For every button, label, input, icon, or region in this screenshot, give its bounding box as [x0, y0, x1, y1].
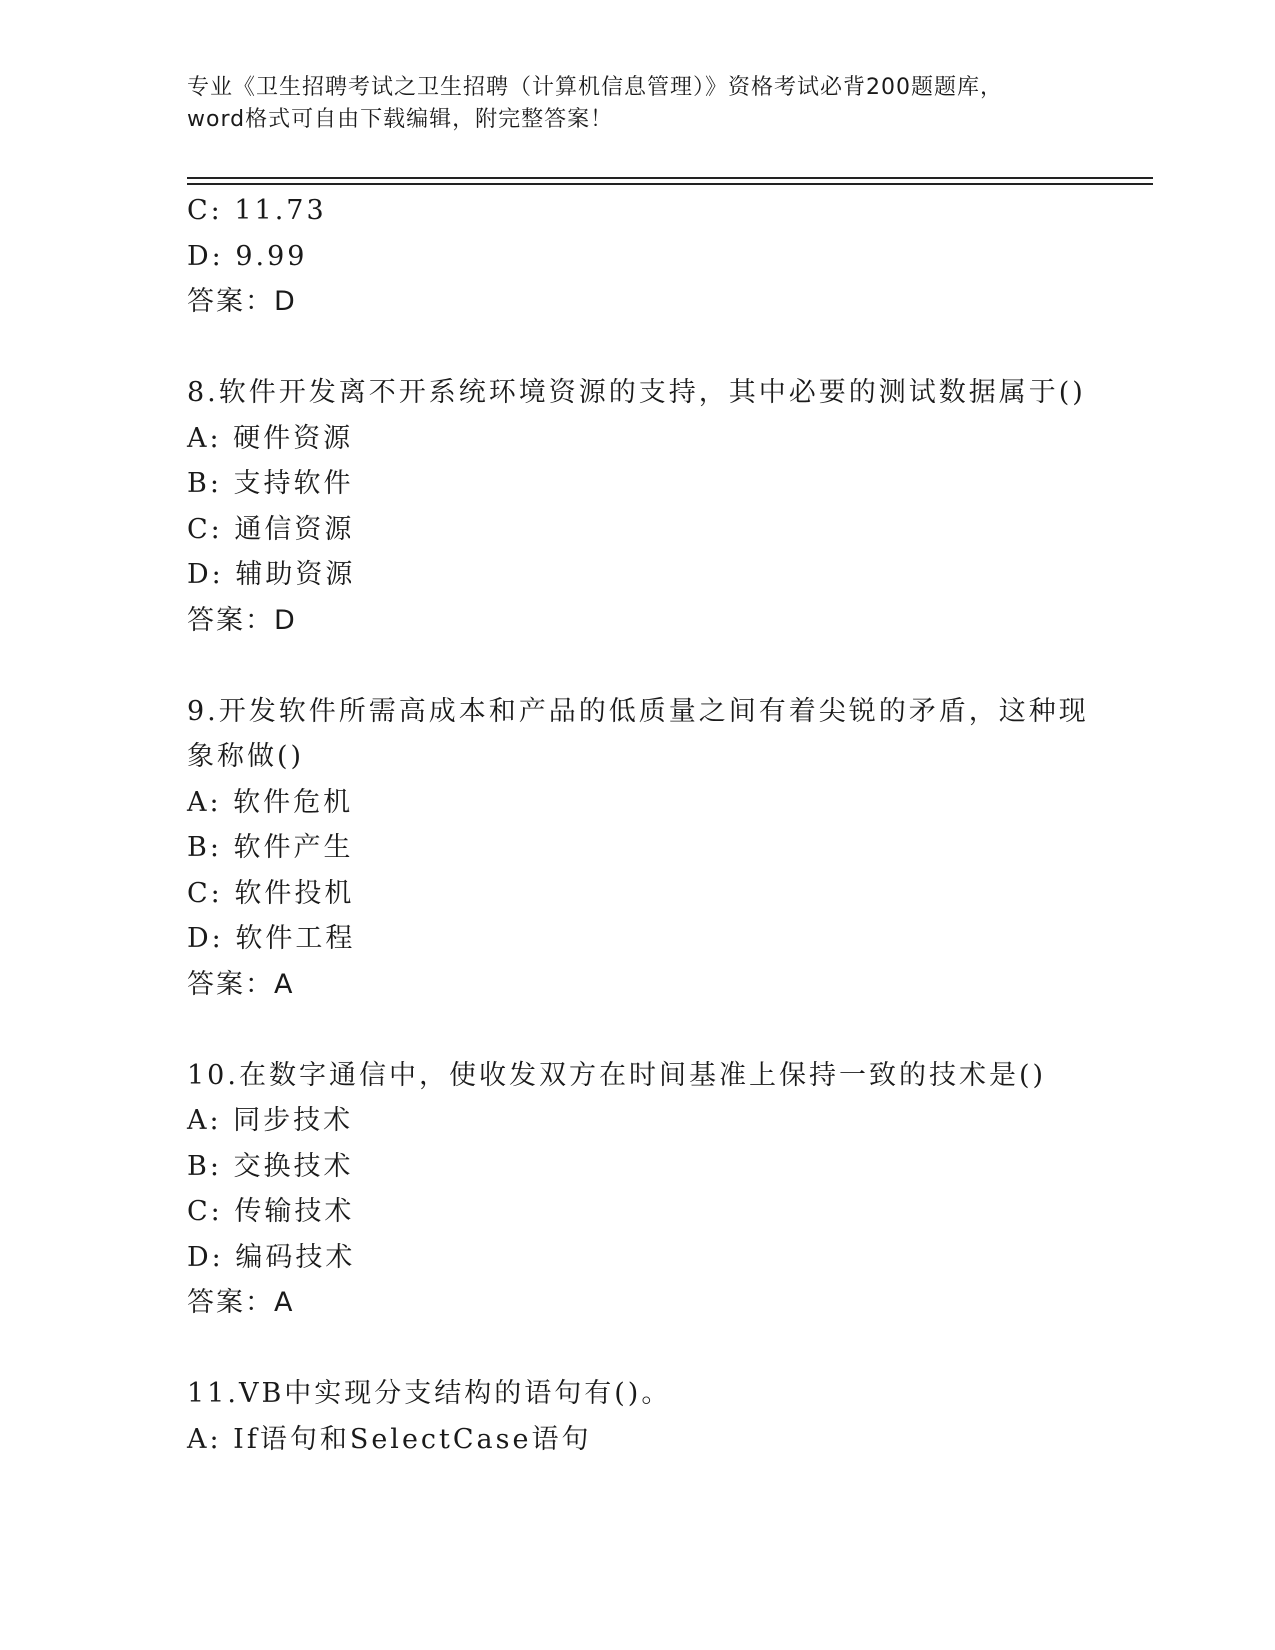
question-stem: 11.VB中实现分支结构的语句有()。: [187, 1378, 672, 1409]
option-b: B: 支持软件: [187, 468, 354, 499]
question-11: [187, 1371, 1087, 1462]
option-b: B: 交换技术: [187, 1150, 354, 1182]
question-8: [187, 370, 1087, 643]
question-9: [187, 689, 1087, 1008]
option-c: C: 11.73: [187, 195, 327, 226]
answer: 答案：A: [187, 1287, 295, 1318]
spacer: [187, 1326, 1087, 1372]
option-c: C: 传输技术: [187, 1196, 355, 1227]
option-b: B: 软件产生: [187, 832, 354, 863]
option-d: D: 辅助资源: [187, 559, 356, 590]
question-stem-line-2: 象称做(): [187, 741, 305, 772]
option-c: C: 通信资源: [187, 513, 355, 545]
question-stem-line-1: 9.开发软件所需高成本和产品的低质量之间有着尖锐的矛盾，这种现: [187, 695, 1089, 727]
answer: 答案：D: [187, 604, 297, 636]
header-divider-top: [187, 177, 1153, 179]
question-list: [187, 188, 1087, 1462]
header-title-line-1: 专业《卫生招聘考试之卫生招聘（计算机信息管理）》资格考试必背200题题库，: [187, 75, 1003, 100]
question-stem: 8.软件开发离不开系统环境资源的支持，其中必要的测试数据属于(): [187, 377, 1086, 408]
header-divider-bottom: [187, 183, 1153, 185]
question-10: [187, 1053, 1087, 1326]
answer: 答案：D: [187, 286, 297, 317]
option-a: A: 软件危机: [187, 786, 354, 818]
answer: 答案：A: [187, 968, 295, 1000]
spacer: [187, 325, 1087, 371]
option-d: D: 软件工程: [187, 923, 356, 954]
question-stem: 10.在数字通信中，使收发双方在时间基准上保持一致的技术是(): [187, 1059, 1047, 1091]
question-7-tail: [187, 188, 1087, 325]
option-a: A: 同步技术: [187, 1105, 354, 1136]
option-d: D: 编码技术: [187, 1241, 356, 1273]
document-header: [187, 72, 1087, 136]
option-d: D: 9.99: [187, 240, 308, 272]
header-title-line-2: word格式可自由下载编辑，附完整答案！: [187, 107, 614, 132]
option-a: A: 硬件资源: [187, 422, 354, 454]
spacer: [187, 1007, 1087, 1053]
option-a: A: If语句和SelectCase语句: [187, 1423, 592, 1455]
spacer: [187, 643, 1087, 689]
option-c: C: 软件投机: [187, 877, 355, 909]
